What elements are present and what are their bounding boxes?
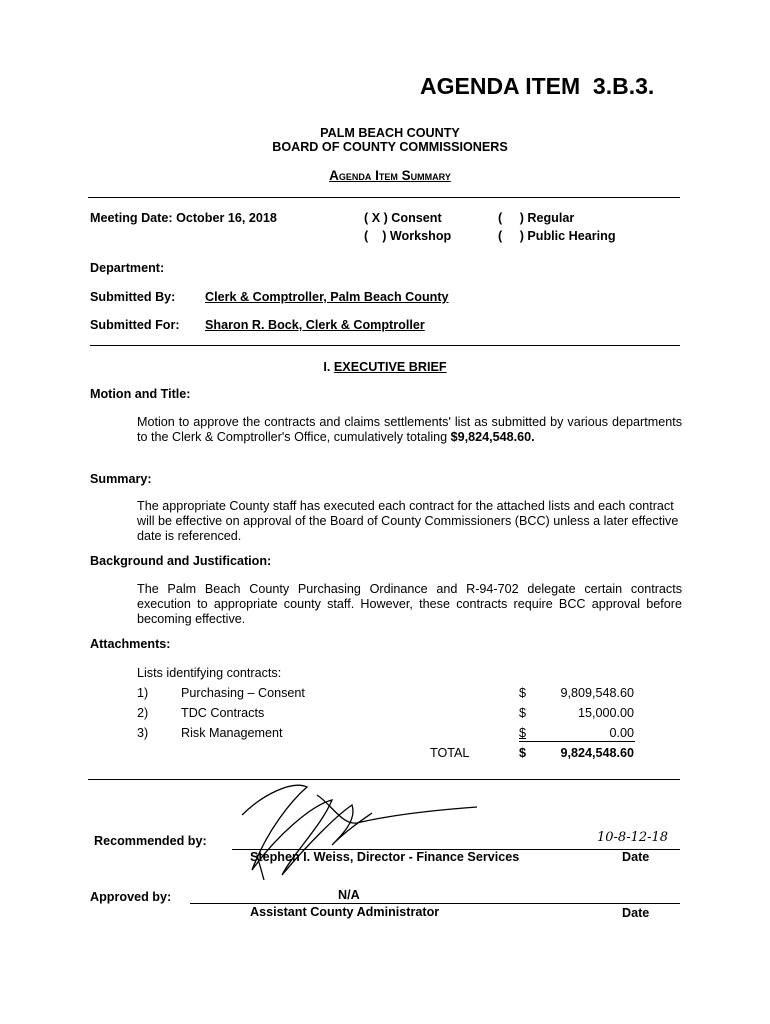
org-name: PALM BEACH COUNTY [320, 126, 460, 140]
summary-title: Agenda Item Summary [329, 168, 451, 183]
list-item-name: Risk Management [181, 726, 283, 740]
consent-option: ( X ) Consent [364, 211, 442, 225]
divider [88, 197, 680, 198]
recommended-by-label: Recommended by: [94, 834, 207, 848]
list-item-number: 1) [137, 686, 149, 700]
motion-body: Motion to approve the contracts and claims settlements' list as submitted by various departments to the Clerk & Comptroller's Office, cumulatively totaling [137, 415, 682, 444]
submitted-by-value: Clerk & Comptroller, Palm Beach County [205, 290, 449, 304]
executive-brief-heading [200, 360, 570, 374]
workshop-option: ( ) Workshop [364, 229, 452, 243]
recommended-by-name: Stephen I. Weiss, Director - Finance Services [250, 850, 520, 864]
total-amount: 9,824,548.60 [560, 746, 634, 760]
summary-label: Summary: [90, 472, 152, 486]
attachments-intro: Lists identifying contracts: [137, 666, 282, 680]
approved-by-label: Approved by: [90, 890, 172, 904]
motion-label: Motion and Title: [90, 387, 191, 401]
approved-by-title: Assistant County Administrator [250, 905, 440, 919]
submitted-by-label: Submitted By: [90, 290, 176, 304]
subtotal-underline [519, 741, 635, 742]
background-text: The Palm Beach County Purchasing Ordinance and R-94-702 delegate certain contracts execution to appropriate county staff. However, these contracts require BCC approval before becoming effective. [137, 582, 682, 626]
executive-brief-title: EXECUTIVE BRIEF [333, 360, 447, 374]
agenda-item-number: AGENDA ITEM 3.B.3. [420, 73, 655, 99]
department-label: Department: [90, 261, 165, 275]
section-numeral: I. [323, 360, 334, 374]
handwritten-date: 10-8-12-18 [597, 830, 669, 845]
list-item-amount: 15,000.00 [577, 706, 634, 720]
list-item-name: TDC Contracts [181, 706, 265, 720]
approved-date-label: Date [622, 906, 650, 920]
public-hearing-option: ( ) Public Hearing [498, 229, 616, 243]
list-item-number: 2) [137, 706, 149, 720]
attachments-label: Attachments: [90, 637, 171, 651]
board-name: BOARD OF COUNTY COMMISSIONERS [272, 140, 508, 154]
meeting-date: Meeting Date: October 16, 2018 [90, 211, 277, 225]
divider [90, 345, 680, 346]
list-item-currency: $ [519, 726, 527, 740]
list-item-amount: 9,809,548.60 [560, 686, 634, 700]
submitted-for-label: Submitted For: [90, 318, 180, 332]
total-currency: $ [519, 746, 527, 760]
list-item-number: 3) [137, 726, 149, 740]
list-item-currency: $ [519, 706, 527, 720]
regular-option: ( ) Regular [498, 211, 575, 225]
signature-scribble [222, 775, 502, 885]
list-item-name: Purchasing – Consent [181, 686, 305, 700]
list-item-amount: 0.00 [609, 726, 634, 740]
motion-text [137, 415, 682, 445]
signature-line [190, 903, 680, 904]
background-label: Background and Justification: [90, 554, 272, 568]
motion-amount: $9,824,548.60. [450, 430, 535, 444]
approved-by-value: N/A [338, 888, 360, 902]
list-item-currency: $ [519, 686, 527, 700]
total-label: TOTAL [430, 746, 470, 760]
summary-text: The appropriate County staff has executed each contract for the attached lists and each contract will be effective on approval of the Board of County Commissioners (BCC) unless a later effective date is referenced. [137, 499, 679, 543]
submitted-for-value: Sharon R. Bock, Clerk & Comptroller [205, 318, 425, 332]
recommended-date-label: Date [622, 850, 650, 864]
